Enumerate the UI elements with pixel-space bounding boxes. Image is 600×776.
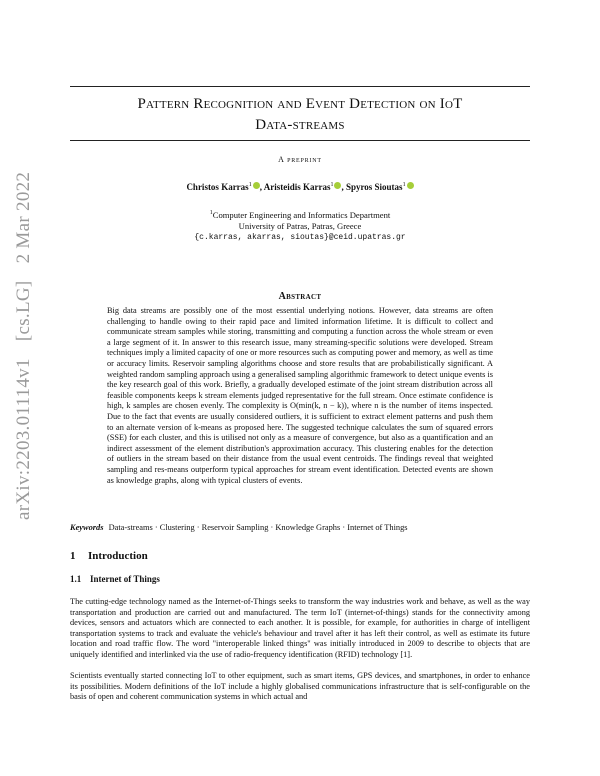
arxiv-category: [cs.LG] xyxy=(13,280,34,342)
section-title: Introduction xyxy=(88,550,148,562)
affil-emails[interactable]: {c.karras, akarras, sioutas}@ceid.upatras.gr xyxy=(194,232,406,242)
body-paragraph-1: The cutting-edge technology named as the Internet-of-Things seeks to transform the way industries work and behave, as well as the way transportation and production are carried out and manufactured. The term IoT (internet-of-things) stands for the connectivity among devices, sensors and actuators which are connected to each another. It is possible, for example, for authorities in charge of intelligent transportation systems to track and evaluate the vehicle's behaviour and travel after it has left their control, as well as estimate its future location and road traffic flow. The word "interoperable linked things" was initially introduced in 2009 to describe to objects that are uniquely identified and interlinked via the use of radio-frequency identification (RFID) technology [1]. xyxy=(70,597,530,659)
arxiv-date: 2 Mar 2022 xyxy=(13,171,34,264)
author-affil-mark: 1 xyxy=(248,182,252,188)
arxiv-sidebar xyxy=(13,160,35,520)
subsection-number: 1.1 xyxy=(70,574,82,584)
affil-university: University of Patras, Patras, Greece xyxy=(238,220,362,231)
subsection-heading xyxy=(70,574,160,584)
orcid-icon[interactable] xyxy=(407,182,414,189)
keywords-label: Keywords xyxy=(70,523,104,532)
section-heading xyxy=(70,550,148,562)
author-name: Aristeidis Karras xyxy=(263,182,331,192)
body-paragraph-2: Scientists eventually started connecting IoT to other equipment, such as smart items, GPS devices, and smartphones, in order to enhance its possibilities. Modern definitions of the IoT include a highly globalised communications infrastructure that is self-configurable on the basis of open and coherent communication systems in which actual and xyxy=(70,671,530,702)
abstract-heading: Abstract xyxy=(278,291,322,302)
author-affil-mark: 1 xyxy=(402,182,406,188)
orcid-icon[interactable] xyxy=(253,182,260,189)
author-list: Christos Karras$^1$ , Aristeidis Karras$^1$ , Spyros Sioutas$^1$ xyxy=(70,182,530,192)
preprint-label: A preprint xyxy=(278,155,322,164)
title-top-rule xyxy=(70,86,530,87)
abstract-text: Big data streams are possibly one of the most essential underlying notions. However, data streams are often challenging to handle owing to their rapid pace and limited information lifetime. It is difficult to collect and communicate stream samples while storing, transmitting and computing a function across the whole stream or even a large segment of it. In answer to this research issue, many streaming-specific solutions were developed. Stream techniques imply a limited capacity of one or more resources such as computing power and memory, as well as time or accuracy limits. Reservoir sampling algorithms choose and store results that are probabilistically significant. A weighted random sampling approach using a generalised sampling algorithmic framework to detect unique events is the key research goal of this work. Briefly, a gradually developed estimate of the joint stream distribution across all feasible components keeps k stream elements judged representative for the full stream. Once estimate confidence is high, k samples are chosen evenly. The complexity is O(min(k, n − k)), where n is the number of items inspected. Due to the fact that events are usually considered outliers, it is sufficient to extract element patterns and push them to an alternate version of k-means as proposed here. The suggested technique calculates the sum of squared errors (SSE) for each cluster, and this is utilised not only as a measure of convergence, but also as a quantification and an indirect assessment of the element distribution's approximation accuracy. This clustering enables for the detection of outliers in the stream based on their distance from the usual event centroids. The findings reveal that weighted sampling and res-means outperform typical approaches for stream event identification. Detected events are shown as knowledge graphs, along with typical clusters of events. xyxy=(107,306,493,485)
keywords xyxy=(70,522,530,533)
affil-mark: 1 xyxy=(209,210,213,216)
affil-department: Computer Engineering and Informatics Department xyxy=(212,209,391,220)
orcid-icon[interactable] xyxy=(334,182,341,189)
affiliation xyxy=(70,208,530,243)
section-number: 1 xyxy=(70,550,76,562)
title-line-2: Data-streams xyxy=(255,117,345,133)
title-bottom-rule xyxy=(70,140,530,141)
keywords-text: Data-streams · Clustering · Reservoir Sampling · Knowledge Graphs · Internet of Things xyxy=(108,523,408,532)
author-name: Spyros Sioutas xyxy=(345,182,403,192)
arxiv-id: arXiv:2203.01114v1 xyxy=(13,358,34,520)
author-affil-mark: 1 xyxy=(330,182,334,188)
paper-title xyxy=(70,94,530,136)
author-name: Christos Karras xyxy=(186,182,249,192)
title-line-1: Pattern Recognition and Event Detection on IoT xyxy=(137,96,463,112)
subsection-title: Internet of Things xyxy=(90,574,160,584)
